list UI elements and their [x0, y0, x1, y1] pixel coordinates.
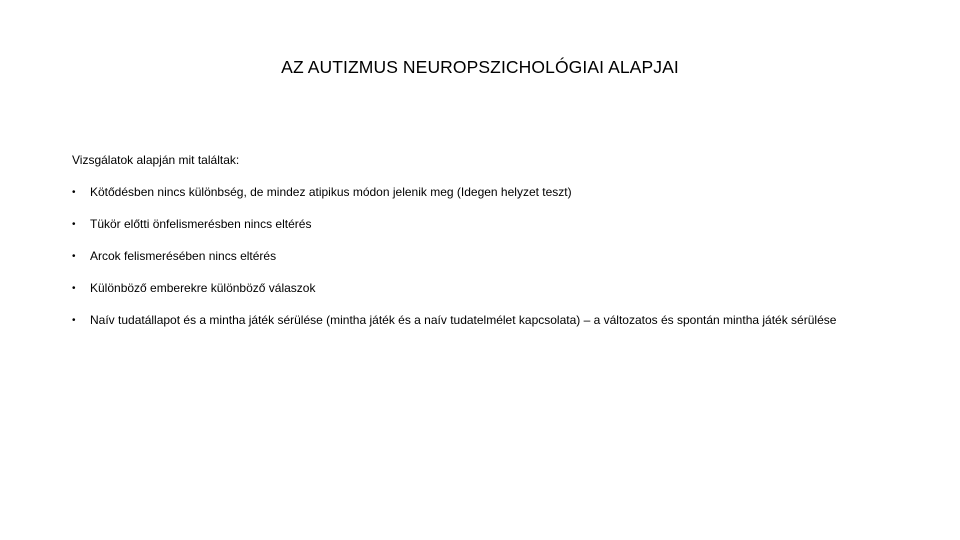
bullet-dot-icon: •: [72, 187, 76, 198]
bullet-text: Különböző emberekre különböző válaszok: [90, 281, 316, 295]
bullet-item: [72, 310, 872, 331]
bullet-dot-icon: •: [72, 251, 76, 262]
bullet-text: Tükör előtti önfelismerésben nincs eltérés: [90, 217, 312, 231]
bullet-item: [72, 246, 872, 267]
slide-title: AZ AUTIZMUS NEUROPSZICHOLÓGIAI ALAPJAI: [281, 57, 679, 77]
bullet-item: [72, 182, 872, 203]
bullet-item: [72, 278, 872, 299]
bullet-item: [72, 214, 872, 235]
bullet-text: Arcok felismerésében nincs eltérés: [90, 249, 277, 263]
bullet-text: Kötődésben nincs különbség, de mindez atipikus módon jelenik meg (Idegen helyzet teszt): [90, 185, 572, 199]
bullet-dot-icon: •: [72, 219, 76, 230]
bullet-list: [72, 182, 872, 342]
bullet-dot-icon: •: [72, 283, 76, 294]
bullet-text: Naív tudatállapot és a mintha játék sérülése (mintha játék és a naív tudatelmélet kapcsolata) – a változatos és spontán mintha játék sérülése: [90, 313, 837, 327]
bullet-dot-icon: •: [72, 315, 76, 326]
intro-text: Vizsgálatok alapján mit találtak:: [72, 153, 240, 167]
